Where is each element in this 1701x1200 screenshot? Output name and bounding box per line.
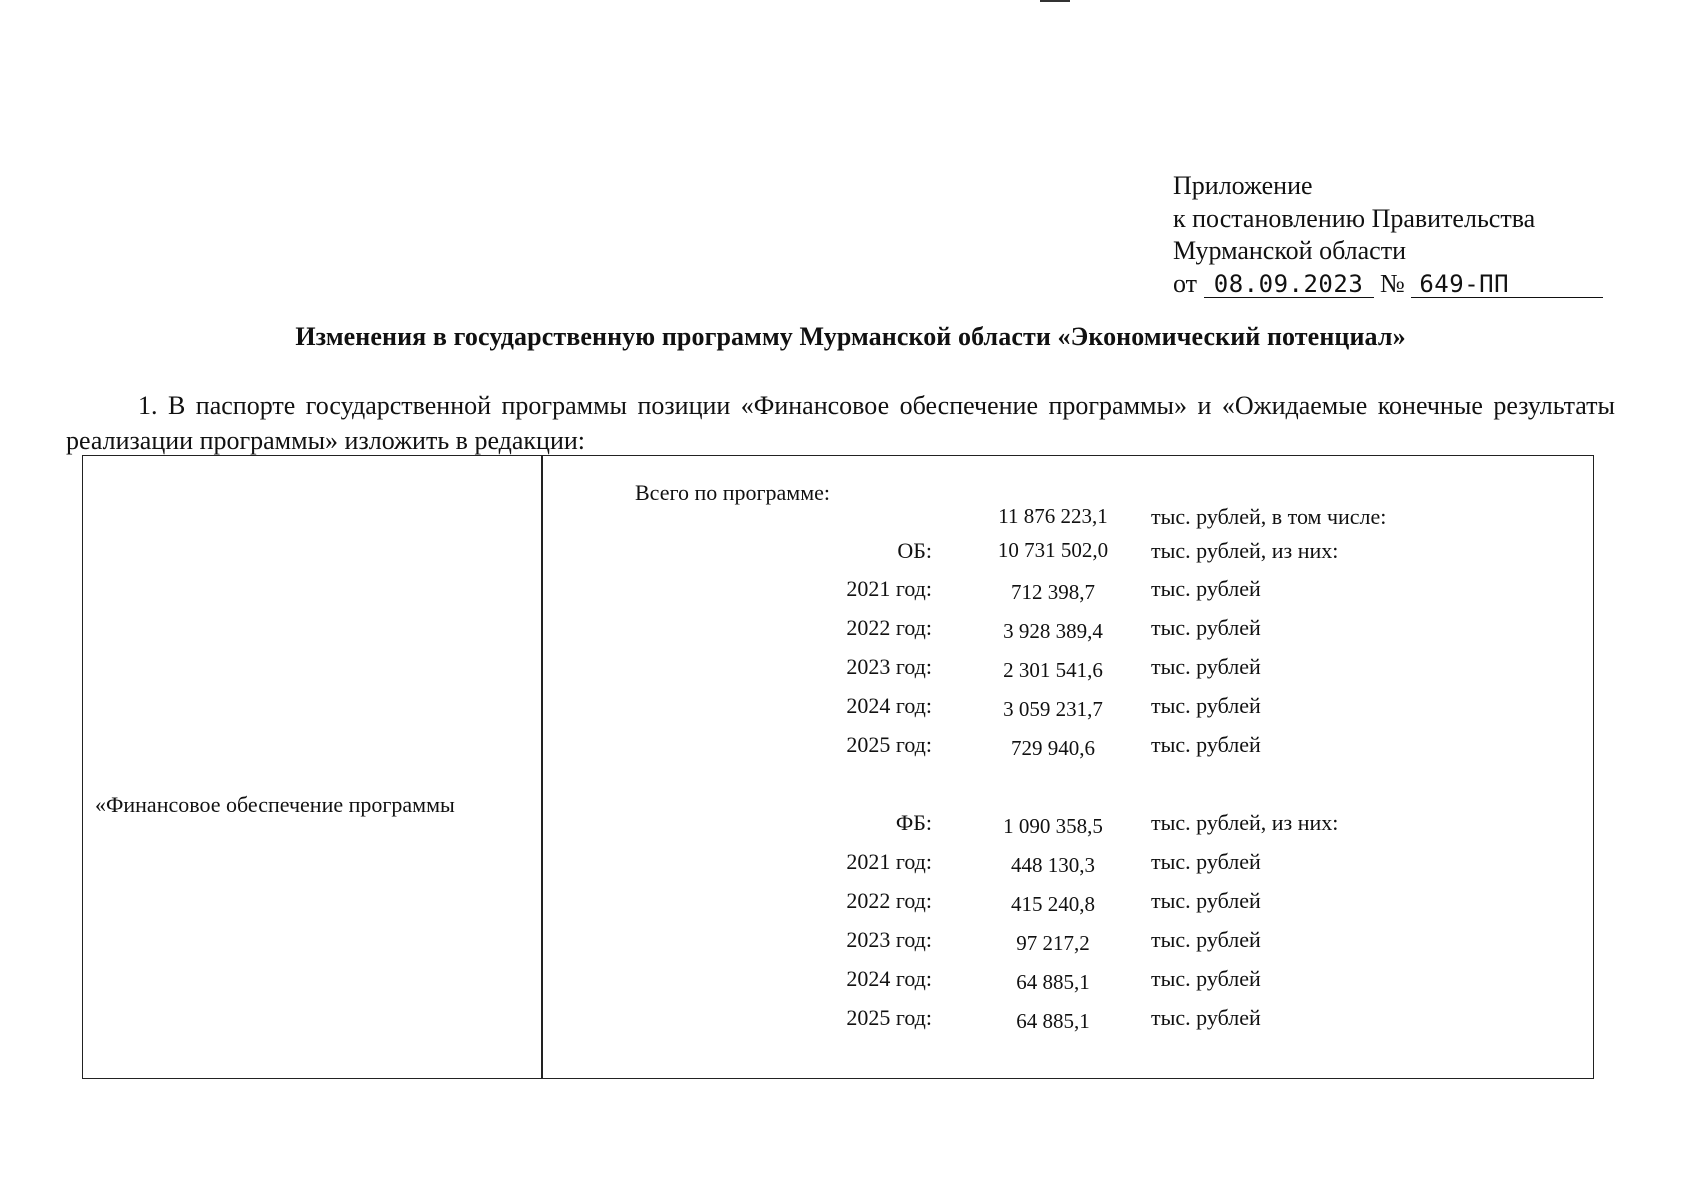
row-value: 415 240,8 [1011, 892, 1095, 916]
financing-position-label: «Финансовое обеспечение программы [95, 792, 455, 817]
row-value: 2 301 541,6 [1003, 658, 1103, 682]
annex-block [1173, 170, 1603, 300]
table-column-divider [541, 456, 543, 1078]
row-value: 64 885,1 [1016, 1009, 1090, 1033]
page-top-mark [1040, 0, 1070, 2]
row-unit: тыс. рублей [1151, 576, 1261, 601]
row-value: 448 130,3 [1011, 853, 1095, 877]
row-label: 2022 год: [846, 615, 932, 640]
row-value: 712 398,7 [1011, 580, 1095, 604]
row-label: 2025 год: [846, 732, 932, 757]
row-label: 2024 год: [846, 966, 932, 991]
row-unit: тыс. рублей, из них: [1151, 810, 1339, 835]
amendment-paragraph: 1. В паспорте государственной программы позиции «Финансовое обеспечение программы» и «Ожидаемые конечные результаты реализации программы» изложить в редакции: [66, 391, 1615, 455]
annex-line-3: Мурманской области [1173, 236, 1406, 265]
row-label: 2022 год: [846, 888, 932, 913]
row-value: 97 217,2 [1016, 931, 1090, 955]
date-prefix: от [1173, 268, 1198, 298]
row-unit: тыс. рублей [1151, 966, 1261, 991]
row-unit: тыс. рублей, из них: [1151, 538, 1339, 563]
row-unit: тыс. рублей [1151, 888, 1261, 913]
row-value: 3 059 231,7 [1003, 697, 1103, 721]
financing-table [82, 455, 1594, 1079]
row-unit: тыс. рублей [1151, 654, 1261, 679]
row-value: 64 885,1 [1016, 970, 1090, 994]
row-unit: тыс. рублей [1151, 615, 1261, 640]
row-label: 2023 год: [846, 927, 932, 952]
row-unit: тыс. рублей [1151, 849, 1261, 874]
row-label: 2024 год: [846, 693, 932, 718]
row-value: 3 928 389,4 [1003, 619, 1103, 643]
row-value: 11 876 223,1 [998, 504, 1108, 528]
row-unit: тыс. рублей [1151, 1005, 1261, 1030]
number-sign: № [1380, 268, 1405, 298]
row-value: 729 940,6 [1011, 736, 1095, 760]
row-label: 2025 год: [846, 1005, 932, 1030]
row-label: 2023 год: [846, 654, 932, 679]
row-label: 2021 год: [846, 849, 932, 874]
decree-date: 08.09.2023 [1204, 271, 1374, 298]
row-label: Всего по программе: [635, 480, 831, 505]
annex-line-2: к постановлению Правительства [1173, 203, 1536, 233]
row-value: 1 090 358,5 [1003, 814, 1103, 838]
row-unit: тыс. рублей [1151, 693, 1261, 718]
document-title: Изменения в государственную программу Мурманской области «Экономический потенциал» [295, 322, 1406, 351]
row-label: ФБ: [895, 810, 932, 835]
annex-line-1: Приложение [1173, 171, 1313, 200]
row-label: 2021 год: [846, 576, 932, 601]
row-label: ОБ: [897, 538, 932, 563]
annex-date-line [1173, 268, 1603, 301]
row-unit: тыс. рублей, в том числе: [1151, 504, 1387, 529]
row-value: 10 731 502,0 [997, 538, 1109, 562]
decree-number: 649-ПП [1411, 271, 1603, 298]
row-unit: тыс. рублей [1151, 732, 1261, 757]
row-unit: тыс. рублей [1151, 927, 1261, 952]
